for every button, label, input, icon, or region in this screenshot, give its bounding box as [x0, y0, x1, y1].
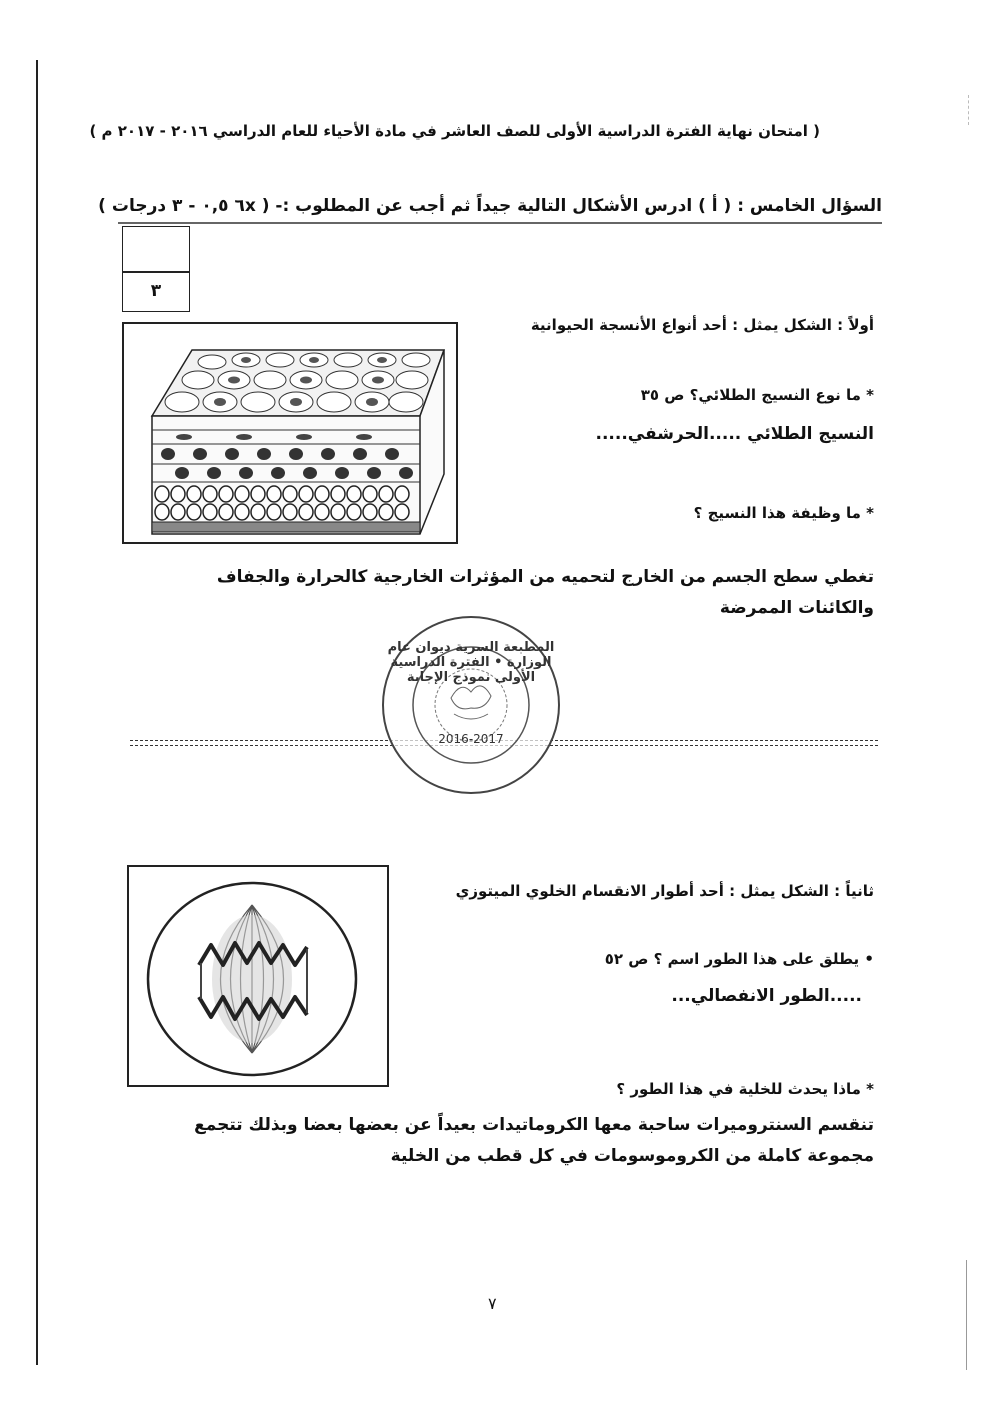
part1-question-1: * ما نوع النسيج الطلائي؟ ص ٣٥ [640, 386, 874, 404]
page-number: ٧ [488, 1294, 497, 1313]
official-stamp [376, 610, 566, 800]
stamp-ring-text: المطبعة السرية ديوان عام الوزارة • الفترة الدراسية الأولى نموذج الإجابة [387, 640, 555, 685]
left-margin-line [36, 60, 38, 1365]
epithelium-drawing [124, 324, 456, 542]
part2-answer-2: تنقسم السنتروميرات ساحبة معها الكروماتيدات بعيداً عن بعضها بعضا وبذلك تتجمع مجموعة كاملة من الكروموسومات في كل قطب من الخلية [194, 1115, 874, 1166]
epithelium-figure [122, 322, 458, 544]
score-box-divider [123, 271, 189, 273]
score-value: ٣ [150, 281, 162, 301]
part1-answer-1: النسيج الطلائي .....الحرشفي..... [595, 424, 874, 444]
part1-answer-2: تغطي سطح الجسم من الخارج لتحميه من المؤثرات الخارجية كالحرارة والجفاف والكائنات الممرضة [216, 567, 874, 618]
stamp-year: 2016-2017 [438, 732, 504, 746]
scan-edge-line [966, 1260, 967, 1370]
part2-answer-1: .....الطور الانفصالي... [671, 986, 862, 1006]
part1-question-2: * ما وظيفة هذا النسيج ؟ [693, 504, 874, 522]
part1-intro: أولاً : الشكل يمثل : أحد أنواع الأنسجة الحيوانية [530, 316, 874, 334]
exam-header: ( امتحان نهاية الفترة الدراسية الأولى للصف العاشر في مادة الأحياء للعام الدراسي ٢٠١٦ - ٢٠١٧ م ) [89, 122, 820, 140]
anaphase-drawing [129, 867, 387, 1085]
part2-question-2: * ماذا يحدث للخلية في هذا الطور ؟ [616, 1080, 874, 1098]
anaphase-figure [127, 865, 389, 1087]
title-underline [118, 222, 882, 224]
stamp-seal [376, 610, 566, 800]
part2-question-1: • يطلق على هذا الطور اسم ؟ ص ٥٢ [604, 950, 874, 968]
part2-intro: ثانياً : الشكل يمثل : أحد أطوار الانقسام الخلوي الميتوزي [455, 882, 874, 900]
scan-edge-mark [968, 95, 969, 125]
score-box [122, 226, 190, 312]
question-title: السؤال الخامس : ( أ ) ادرس الأشكال التالية جيداً ثم أجب عن المطلوب :- ( ٦x ٠,٥ - ٣ درجات ) [98, 196, 882, 216]
